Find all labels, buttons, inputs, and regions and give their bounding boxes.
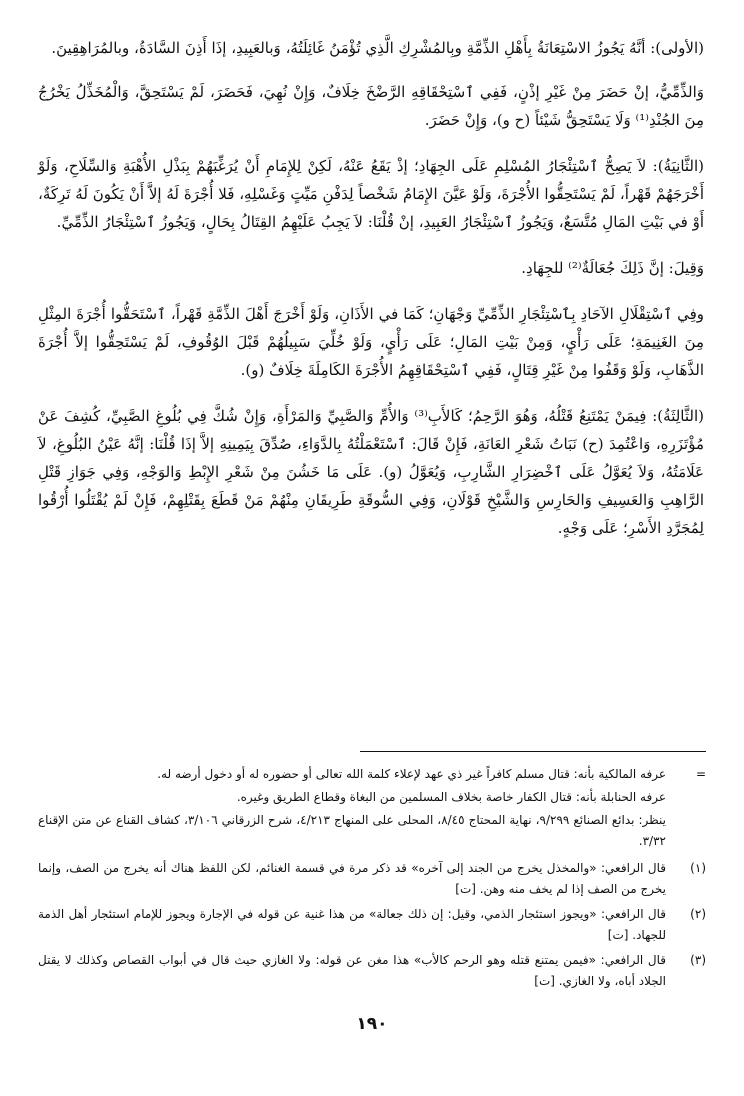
main-text [38, 34, 704, 560]
footnote-2 [38, 904, 706, 946]
paragraph-individual-hiring: وفِي ٱسْتِقْلَالِ الآحَادِ بِٱسْتِئْجَارِ الذِّمِّيِّ وَجْهَانِ؛ كَمَا في الأَذَانِ، وَلَوْ أَخْرَجَ أَهْلَ الذِّمَّةِ قَهْراً، ٱسْتَحَقُّوا أُجْرَةَ المِثْلِ مِنَ الغَنِيمَةِ؛ عَلَى رَأْيٍ، وَمِنْ بَيْتِ المَالِ؛ عَلَى رَأْيٍ، وَلَوْ خُلِّيَ سَبِيلُهُمْ قَبْلَ الوُقُوفِ، لَمْ يَسْتَحِقُّوا إلاَّ أُجْرَةَ الذَّهَابِ، وَلَوْ وَقَفُوا مِنْ غَيْرِ قِتَالٍ، فَفِي ٱسْتِحْقَاقِهِمُ الأُجْرَةَ الكَامِلَةَ خِلَافٌ (و). [38, 305, 704, 379]
paragraph-second-issue: (الثَّانِيَةُ): لاَ يَصِحُّ ٱسْتِئْجَارُ المُسْلِمِ عَلَى الجِهَادِ؛ إذْ يَقَعُ عَنْهُ، لَكِنْ لِلإِمَامِ أَنْ يُرَغِّبَهُمْ بِبَذْلِ الأُهْبَةِ وَالسِّلَاحِ، وَلَوْ أَخْرَجَهُمْ قَهْراً، لَمْ يَسْتَحِقُّوا الأُجْرَةَ، وَلَوْ عَيَّنَ الإِمَامُ شَخْصاً لِدَفْنِ مَيِّتٍ وَغَسْلِهِ، فَلا أُجْرَةَ لَهُ إلاَّ أَنْ يَكُونَ لَهُ تَرِكَةٌ، أَوْ في بَيْتِ المَالِ مُتَّسَعٌ، وَيَجُوزُ ٱسْتِئْجَارُ العَبِيدِ، إنْ قُلْنَا: لاَ يَجِبُ عَلَيْهِمُ القِتَالُ بِحَالٍ، وَيَجُوزُ ٱسْتِئْجَارُ الذِّمِّيِّ. [38, 157, 704, 231]
footnote-1 [38, 858, 706, 900]
footnote-line: ينظر: بدائع الصنائع ٩/٢٩٩، نهاية المحتاج ٨/٤٥، المحلى على المنهاج ٤/٢١٣، شرح الزرقاني ٣/١٠٦، كشاف القناع عن متن الإقناع ٣/٣٢. [38, 813, 666, 848]
footnotes [38, 764, 706, 996]
paragraph-third-issue: (الثَّالِثَةُ): فِيمَنْ يَمْتَنِعُ قَتْلُهُ، وَهُوَ الرَّحِمُ؛ كَالأَبِ⁽³⁾ وَالأُمِّ وَالصَّبِيِّ وَالمَرْأَةِ، وَإِنْ شُكَّ فِي بُلُوغِ الصَّبِيِّ، كُشِفَ عَنْ مُؤْتَزَرِهِ، وَاعْتُمِدَ (ح) نَبَاتُ شَعْرِ العَانَةِ، فَإِنْ قَالَ: ٱسْتَعْمَلْتُهُ بِالدَّوَاءِ، صُدِّقَ بِيَمِينِهِ إلاَّ إذَا قُلْنَا: إنَّهُ عَيْنُ البُلُوغِ، لاَ عَلَامَتُهُ، وَلاَ يُعَوَّلُ عَلَى ٱخْضِرَارِ الشَّارِبِ، وَيُعَوَّلُ (و). عَلَى مَا خَشُنَ مِنْ شَعْرِ الإِبْطِ وَالوَجْهِ، وَفِي جَوَازِ قَتْلِ الرَّاهِبِ وَالعَسِيفِ وَالحَارِسِ وَالشَّيْخِ قَوْلَانِ، وَفِي السُّوقَةِ طَرِيقَانِ مِنْهُمْ مَنْ قَطَعَ بِقَتْلِهِمْ، فَإِنْ لَمْ يُقْتَلُوا أُرْقُوا لِمُجَرَّدِ الأَسْرِ؛ عَلَى وَجْهٍ. [38, 407, 704, 537]
footnote-3 [38, 950, 706, 992]
footnote-separator [360, 751, 706, 752]
footnote-body [38, 764, 666, 854]
footnote-line: عرفه الحنابلة بأنه: قتال الكفار خاصة بخلاف المسلمين من البغاة وقطاع الطريق وغيره. [236, 790, 666, 804]
footnote-body: قال الرافعي: «والمخذل يخرج من الجند إلى آخره» قد ذكر مرة في قسمة الغنائم، لكن اللفظ هناك أنه يخرج من الصف، وإنما يخرج من الصف إذا لم يخف منه وهن. [ت] [38, 861, 666, 896]
footnote-body: قال الرافعي: «فيمن يمتنع قتله وهو الرحم كالأب» هذا مغن عن قوله: ولا الغازي حيث قال في أبواب القصاص وكذلك لا يقتل الجلاد أباه، ولا الغازي. [ت] [38, 953, 666, 988]
footnote-marker: = [695, 767, 706, 781]
paragraph-dhimmi: وَالذِّمِّيُّ، إنْ حَضَرَ مِنْ غَيْرِ إذْنٍ، فَفِي ٱسْتِحْقَاقِهِ الرَّضْخَ خِلَافٌ، وَإِنْ نُهِيَ، فَحَضَرَ، لَمْ يَسْتَحِقَّ، وَالْمُخَذِّلُ يَخْرُجُ مِنَ الجُنْدِ⁽¹⁾ وَلَا يَسْتَحِقُّ شَيْئاً (ح و)، وَإِنْ حَضَرَ. [38, 83, 704, 129]
page-number: ١٩٠ [356, 1014, 388, 1034]
footnote-marker: (٢) [690, 907, 706, 921]
footnote-continued [38, 764, 706, 854]
paragraph-first-issue: (الأولى): أنَّهُ يَجُوزُ الاسْتِعَانَةُ بِأَهْلِ الذِّمَّةِ وبِالمُشْرِكِ الَّذِي تُؤْمَنُ غَائِلَتُهُ، وَبالعَبِيدِ، إذَا أَذِنَ السَّادَةُ، وبالمُرَاهِقِينَ. [51, 39, 704, 57]
footnote-body: قال الرافعي: «ويجوز استئجار الذمي، وقيل: إن ذلك جعالة» من هذا غنية عن قوله في الإجارة ويجوز للإمام استئجار أهل الذمة للجهاد. [ت] [38, 907, 666, 942]
paragraph-jualah: وَقِيلَ: إنَّ ذَلِكَ جُعَالَةٌ⁽²⁾ للجِهَادِ. [521, 259, 704, 277]
footnote-marker: (١) [690, 861, 706, 875]
footnote-marker: (٣) [690, 953, 706, 967]
footnote-line: عرفه المالكية بأنه: قتال مسلم كافراً غير ذي عهد لإعلاء كلمة الله تعالى أو حضوره له أو دخول أرضه له. [157, 767, 666, 781]
